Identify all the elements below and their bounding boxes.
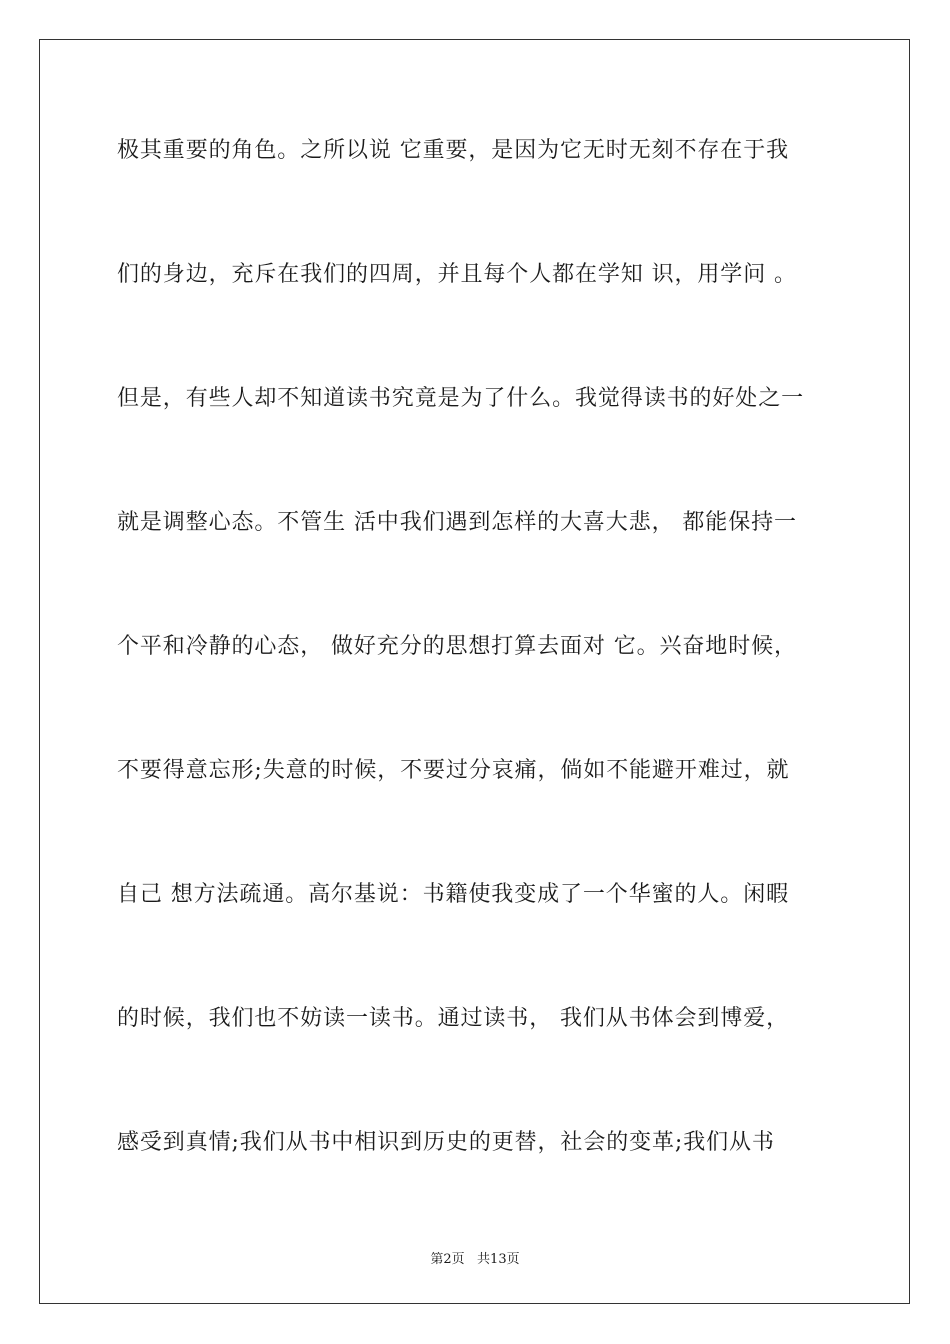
text-line: 感受到真情;我们从书中相识到历史的更替，社会的变革;我们从书 (117, 1130, 775, 1155)
text-line: 个平和冷静的心态， 做好充分的思想打算去面对 它。兴奋地时候， (117, 634, 797, 659)
page-footer: 第2页 共13页 (430, 1252, 520, 1267)
text-line: 们的身边，充斥在我们的四周，并且每个人都在学知 识，用学问 。 (117, 262, 797, 287)
document-body (117, 118, 837, 1234)
text-line: 极其重要的角色。之所以说 它重要，是因为它无时无刻不存在于我 (117, 138, 789, 163)
text-line: 自己 想方法疏通。高尔基说：书籍使我变成了一个华蜜的人。闲暇 (117, 882, 789, 907)
text-line: 不要得意忘形;失意的时候，不要过分哀痛，倘如不能避开难过，就 (117, 758, 790, 783)
text-line: 的时候，我们也不妨读一读书。通过读书， 我们从书体会到博爱， (117, 1006, 789, 1031)
text-line: 但是，有些人却不知道读书究竟是为了什么。我觉得读书的好处之一 (117, 386, 805, 411)
text-line: 就是调整心态。不管生 活中我们遇到怎样的大喜大悲， 都能保持一 (117, 510, 797, 535)
